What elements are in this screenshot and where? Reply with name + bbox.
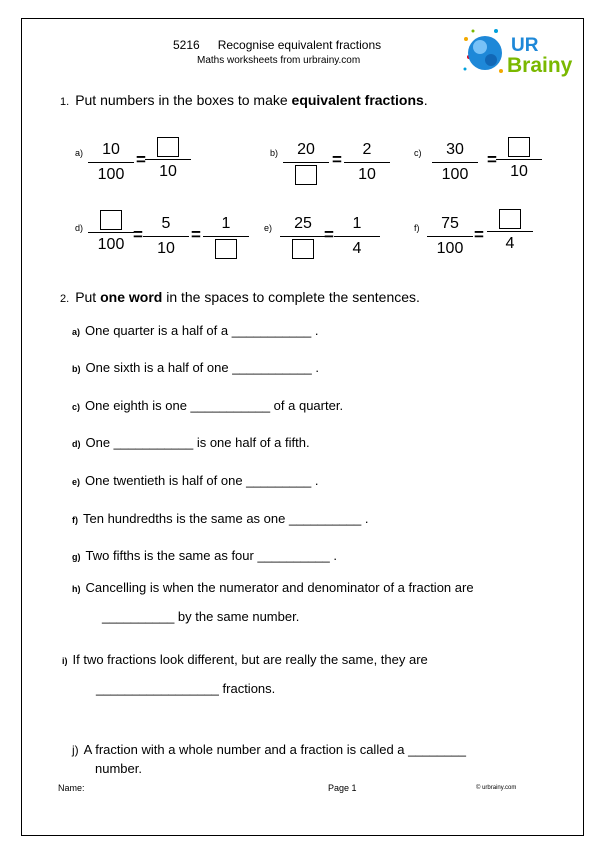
sentence-text[interactable]: One ___________ is one half of a fifth.	[85, 435, 310, 450]
sentence-text[interactable]: One quarter is a half of a ___________ .	[85, 323, 319, 338]
numerator: 2	[362, 141, 372, 158]
urbrainy-logo	[463, 27, 579, 83]
question-text-end: in the spaces to complete the sentences.	[162, 289, 420, 305]
question-text: Put numbers in the boxes to make	[75, 92, 292, 108]
sentence-label: g)	[72, 552, 81, 562]
numerator: 75	[441, 215, 459, 232]
item-label-c: c)	[414, 148, 422, 158]
fraction-e-1	[280, 214, 326, 259]
fraction-b-1	[283, 140, 329, 185]
fraction-c-1	[432, 140, 478, 185]
worksheet-subtitle: Maths worksheets from urbrainy.com	[197, 55, 361, 66]
sentence-label: e)	[72, 477, 81, 487]
answer-box[interactable]	[295, 165, 317, 185]
sentence-d	[72, 435, 310, 450]
denominator: 100	[436, 240, 464, 257]
equals-sign: =	[191, 225, 201, 244]
fraction-f-2	[487, 209, 533, 254]
equals-sign: =	[133, 225, 143, 244]
fraction-f-1	[427, 214, 473, 259]
copyright: © urbrainy.com	[476, 785, 517, 791]
sentence-i-line2[interactable]: _________________ fractions.	[96, 681, 276, 696]
fraction-a-2	[145, 137, 191, 182]
equals-sign: =	[136, 150, 146, 169]
denominator: 10	[358, 166, 376, 183]
question-text: Put	[75, 289, 101, 305]
equals-sign: =	[474, 225, 484, 244]
item-label-e: e)	[264, 223, 273, 233]
sentence-i	[62, 652, 428, 667]
answer-box[interactable]	[499, 209, 521, 229]
sentence-text[interactable]: Ten hundredths is the same as one __________ .	[83, 511, 369, 526]
logo-text-brainy: Brainy	[507, 54, 573, 77]
question-number: 2.	[60, 293, 70, 305]
name-field-label: Name:	[58, 783, 85, 793]
numerator: 25	[294, 215, 312, 232]
sentence-label: h)	[72, 584, 81, 594]
numerator: 10	[102, 141, 120, 158]
answer-box[interactable]	[508, 137, 530, 157]
fraction-d-1	[88, 210, 134, 255]
sentence-label: j)	[72, 743, 79, 757]
sentence-a	[72, 323, 318, 338]
sentence-j-line2: number.	[95, 761, 142, 776]
fraction-d-2	[143, 214, 189, 259]
denominator: 4	[352, 240, 362, 257]
sentence-label: c)	[72, 402, 81, 412]
sentence-h-line2[interactable]: __________ by the same number.	[102, 609, 300, 624]
equals-sign: =	[324, 225, 334, 244]
question-text-end: .	[423, 92, 428, 108]
numerator: 5	[161, 215, 171, 232]
fraction-b-2	[344, 140, 390, 185]
item-label-d: d)	[75, 223, 84, 233]
equals-sign: =	[332, 150, 342, 169]
question-number: 1.	[60, 96, 70, 108]
item-label-b: b)	[270, 148, 279, 158]
fraction-c-2	[496, 137, 542, 182]
sentence-text[interactable]: One twentieth is half of one _________ .	[85, 473, 319, 488]
numerator: 20	[297, 141, 315, 158]
worksheet-code: 5216	[173, 38, 200, 52]
sentence-c	[72, 398, 343, 413]
denominator: 10	[510, 163, 528, 180]
equals-sign: =	[487, 150, 497, 169]
sentence-b	[72, 360, 319, 375]
numerator: 1	[221, 215, 231, 232]
sentence-label: f)	[72, 515, 78, 525]
question-2-heading	[60, 289, 420, 305]
fraction-a-1	[88, 140, 134, 185]
sentence-j	[72, 742, 466, 757]
sentence-label: b)	[72, 364, 81, 374]
numerator: 1	[352, 215, 362, 232]
question-text-bold: one word	[100, 289, 163, 305]
page-number: Page 1	[328, 783, 357, 793]
sentence-label: a)	[72, 327, 81, 337]
denominator: 100	[97, 166, 125, 183]
sentence-text[interactable]: One eighth is one ___________ of a quarter.	[85, 398, 344, 413]
question-1-heading	[60, 92, 428, 108]
denominator: 100	[441, 166, 469, 183]
sentence-label: d)	[72, 439, 81, 449]
denominator: 10	[159, 163, 177, 180]
item-label-f: f)	[414, 223, 420, 233]
worksheet-title-text: Recognise equivalent fractions	[217, 38, 382, 52]
sentence-text: Cancelling is when the numerator and denominator of a fraction are	[85, 580, 474, 595]
answer-box[interactable]	[215, 239, 237, 259]
answer-box[interactable]	[292, 239, 314, 259]
numerator: 30	[446, 141, 464, 158]
worksheet-title	[173, 38, 381, 52]
denominator: 100	[97, 236, 125, 253]
sentence-h	[72, 580, 474, 595]
sentence-label: i)	[62, 656, 68, 666]
answer-box[interactable]	[100, 210, 122, 230]
item-label-a: a)	[75, 148, 84, 158]
sentence-text[interactable]: Two fifths is the same as four __________ .	[85, 548, 337, 563]
sentence-text: If two fractions look different, but are really the same, they are	[72, 652, 428, 667]
denominator: 4	[505, 235, 515, 252]
denominator: 10	[157, 240, 175, 257]
sentence-e	[72, 473, 318, 488]
fraction-d-3	[203, 214, 249, 259]
logo-text-ur: UR	[511, 35, 539, 56]
answer-box[interactable]	[157, 137, 179, 157]
sentence-g	[72, 548, 337, 563]
fraction-e-2	[334, 214, 380, 259]
sentence-f	[72, 511, 369, 526]
question-text-bold: equivalent fractions	[291, 92, 424, 108]
sentence-text[interactable]: A fraction with a whole number and a fraction is called a ________	[83, 742, 466, 757]
sentence-text[interactable]: One sixth is a half of one ___________ .	[85, 360, 319, 375]
